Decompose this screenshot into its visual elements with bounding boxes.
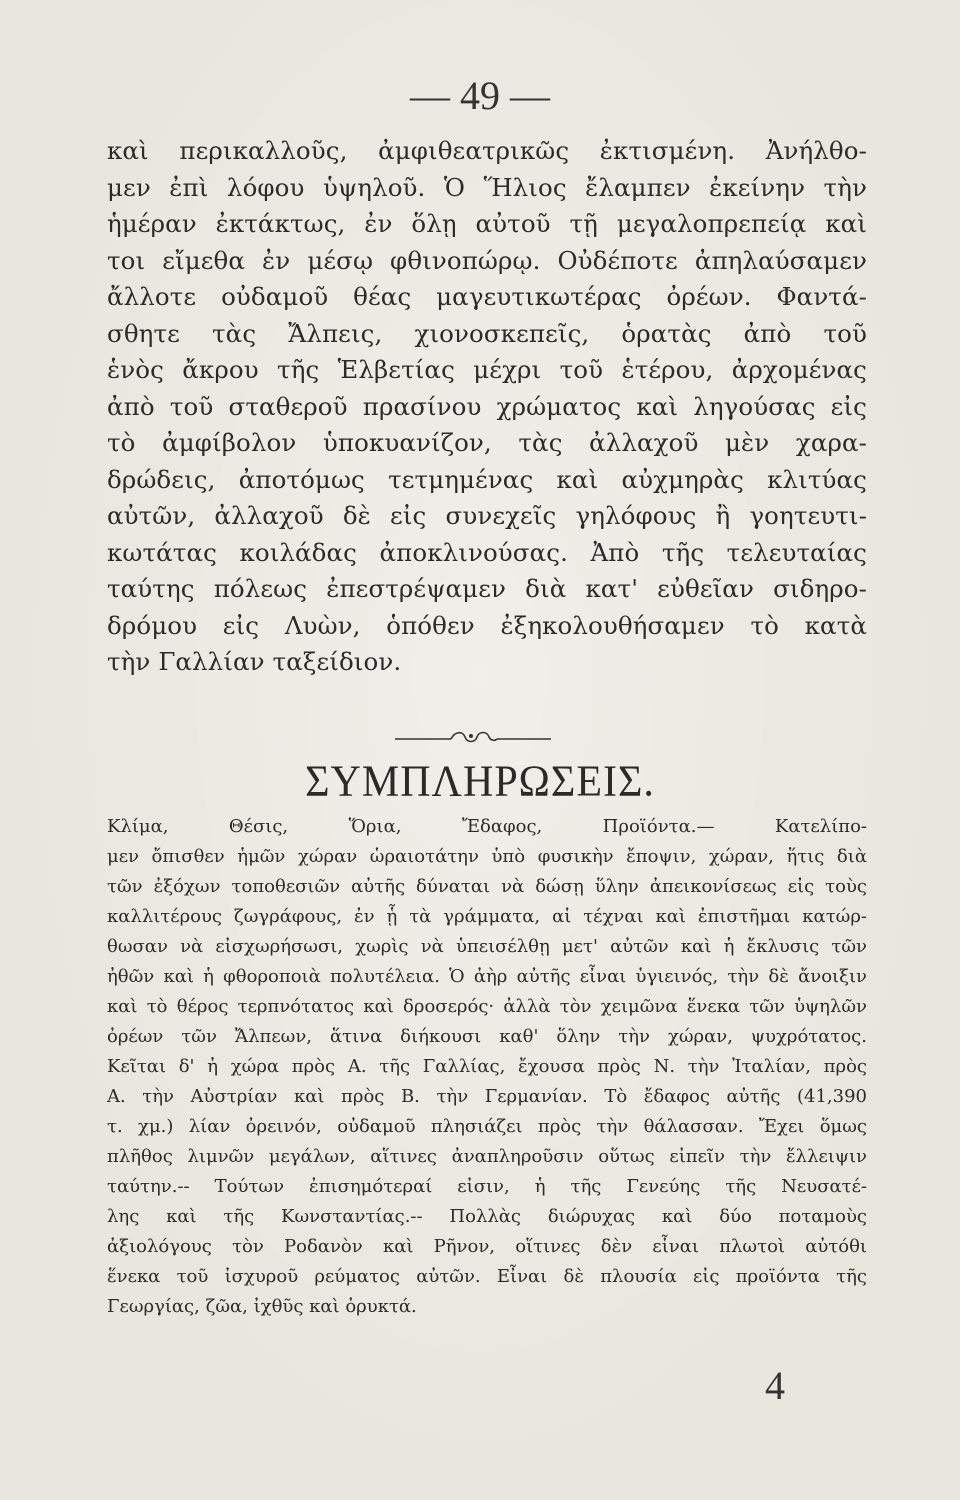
text-line: ἑνὸς ἄκρου τῆς Ἑλβετίας μέχρι τοῦ ἑτέρου, ἀρχομένας bbox=[107, 355, 867, 384]
page-number: — 49 — bbox=[410, 73, 550, 118]
text-line: κωτάτας κοιλάδας ἀποκλινούσας. Ἀπὸ τῆς τελευταίας bbox=[107, 537, 867, 567]
text-line: μεν ἐπὶ λόφου ὑψηλοῦ. Ὁ Ἥλιος ἔλαμπεν ἐκείνην τὴν bbox=[107, 172, 867, 202]
text-line: ἄλλοτε οὐδαμοῦ θέας μαγευτικωτέρας ὀρέων. Φαντά- bbox=[107, 282, 867, 311]
text-line: μεν ὄπισθεν ἡμῶν χώραν ὡραιοτάτην ὑπὸ φυσικὴν ἔποψιν, χώραν, ἥτις διὰ bbox=[107, 846, 867, 867]
text-line: δρώδεις, ἀποτόμως τετμημένας καὶ αὐχμηρὰς κλιτύας bbox=[107, 464, 867, 494]
text-line: τὴν Γαλλίαν ταξείδιον. bbox=[107, 647, 402, 676]
text-line: Κλίμα, Θέσις, Ὅρια, Ἔδαφος, Προϊόντα.— Κατελίπο- bbox=[107, 816, 867, 837]
text-line: τοι εἴμεθα ἐν μέσῳ φθινοπώρῳ. Οὐδέποτε ἀπηλαύσαμεν bbox=[107, 245, 867, 275]
text-line: ταύτης πόλεως ἐπεστρέψαμεν διὰ κατ' εὐθεῖαν σιδηρο- bbox=[107, 574, 867, 603]
text-line: καὶ τὸ θέρος τερπνότατος καὶ δροσερός· ἀλλὰ τὸν χειμῶνα ἕνεκα τῶν ὑψηλῶν bbox=[107, 996, 867, 1017]
text-line: θωσαν νὰ εἰσχωρήσωσι, χωρὶς νὰ ὑπεισέλθῃ μετ' αὐτῶν καὶ ἡ ἔκλυσις τῶν bbox=[107, 936, 867, 957]
section-heading: ΣΥΜΠΛΗΡΩΣΕΙΣ. bbox=[305, 757, 655, 807]
text-line: αὐτῶν, ἀλλαχοῦ δὲ εἰς συνεχεῖς γηλόφους ἢ γοητευτι- bbox=[107, 501, 867, 530]
section-paragraph bbox=[107, 812, 867, 1322]
text-line: ἀπὸ τοῦ σταθεροῦ πρασίνου χρώματος καὶ ληγούσας εἰς bbox=[107, 391, 867, 421]
main-paragraph bbox=[107, 133, 867, 681]
text-line: τ. χμ.) λίαν ὀρεινόν, οὐδαμοῦ πλησιάζει πρὸς τὴν θάλασσαν. Ἔχει ὅμως bbox=[107, 1116, 867, 1137]
text-line: ταύτην.-- Τούτων ἐπισημότεραί εἰσιν, ἡ τῆς Γενεύης τῆς Νευσατέ- bbox=[107, 1176, 867, 1197]
text-line: Γεωργίας, ζῶα, ἰχθῦς καὶ ὀρυκτά. bbox=[107, 1296, 417, 1317]
text-line: ἕνεκα τοῦ ἰσχυροῦ ρεύματος αὐτῶν. Εἶναι δὲ πλουσία εἰς προϊόντα τῆς bbox=[107, 1266, 867, 1287]
text-line: ἡμέραν ἐκτάκτως, ἐν ὅλῃ αὐτοῦ τῇ μεγαλοπρεπείᾳ καὶ bbox=[107, 209, 867, 238]
text-line: καλλιτέρους ζωγράφους, ἐν ᾗ τὰ γράμματα, αἱ τέχναι καὶ ἐπιστῆμαι κατώρ- bbox=[107, 906, 867, 927]
text-line: καὶ περικαλλοῦς, ἀμφιθεατρικῶς ἐκτισμένη. Ἀνήλθο- bbox=[107, 136, 867, 165]
text-line: τὸ ἀμφίβολον ὑποκυανίζον, τὰς ἀλλαχοῦ μὲν χαρα- bbox=[107, 428, 867, 457]
text-line: σθητε τὰς Ἄλπεις, χιονοσκεπεῖς, ὁρατὰς ἀπὸ τοῦ bbox=[107, 318, 867, 348]
text-line: δρόμου εἰς Λυὼν, ὁπόθεν ἐξηκολουθήσαμεν τὸ κατὰ bbox=[107, 610, 867, 640]
signature-mark: 4 bbox=[765, 1363, 785, 1408]
text-line: ἠθῶν καὶ ἡ φθοροποιὰ πολυτέλεια. Ὁ ἀὴρ αὐτῆς εἶναι ὑγιεινός, τὴν δὲ ἄνοιξιν bbox=[107, 966, 867, 987]
text-line: τῶν ἐξόχων τοποθεσιῶν αὐτῆς δύναται νὰ δώσῃ ὕλην ἀπεικονίσεως εἰς τοὺς bbox=[107, 876, 867, 897]
text-line: Α. τὴν Αὐστρίαν καὶ πρὸς Β. τὴν Γερμανίαν. Τὸ ἔδαφος αὐτῆς (41,390 bbox=[107, 1086, 867, 1107]
text-line: ὀρέων τῶν Ἄλπεων, ἅτινα διήκουσι καθ' ὅλην τὴν χώραν, ψυχρότατος. bbox=[107, 1026, 867, 1047]
text-line: ἀξιολόγους τὸν Ροδανὸν καὶ Ρῆνον, οἵτινες δὲν εἶναι πλωτοὶ αὐτόθι bbox=[107, 1236, 867, 1257]
text-line: πλῆθος λιμνῶν μεγάλων, αἵτινες ἀναπληροῦσιν οὕτως εἰπεῖν τὴν ἔλλειψιν bbox=[107, 1146, 867, 1167]
text-line: Κεῖται δ' ἡ χώρα πρὸς Α. τῆς Γαλλίας, ἔχουσα πρὸς Ν. τὴν Ἰταλίαν, πρὸς bbox=[107, 1056, 867, 1077]
ornament-divider bbox=[393, 727, 553, 747]
text-line: λης καὶ τῆς Κωνσταντίας.-- Πολλὰς διώρυχας καὶ δύο ποταμοὺς bbox=[107, 1206, 867, 1227]
